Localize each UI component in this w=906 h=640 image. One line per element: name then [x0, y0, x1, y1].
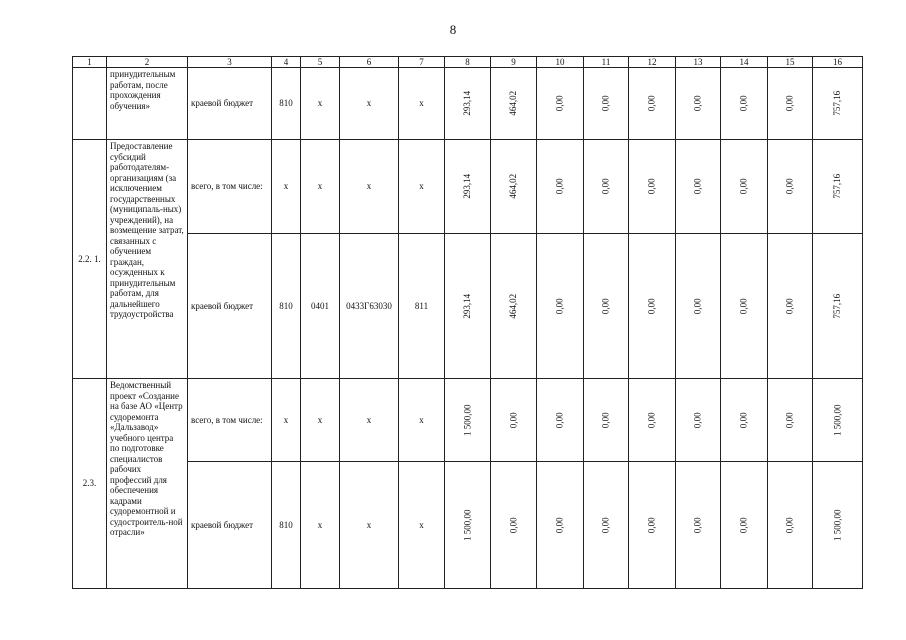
value-text: 0,00	[784, 95, 795, 112]
header-cell: 16	[813, 57, 863, 68]
value-text: 0,00	[738, 517, 749, 533]
header-cell: 8	[445, 57, 491, 68]
value-text: 0,00	[600, 298, 611, 314]
table-row	[73, 140, 863, 234]
header-cell: 12	[629, 57, 676, 68]
row-number-cell: 2.2. 1.	[73, 140, 107, 379]
value-cell	[676, 68, 721, 140]
header-row	[73, 57, 863, 68]
value-text: 0,00	[646, 517, 657, 533]
header-cell: 15	[768, 57, 813, 68]
value-cell	[629, 140, 676, 234]
value-text: 0,00	[692, 517, 703, 533]
budget-table	[72, 56, 863, 589]
value-text: 464,02	[508, 174, 519, 199]
header-cell: 10	[537, 57, 584, 68]
value-text: 1 500,00	[832, 404, 843, 436]
value-text: 0,00	[738, 298, 749, 314]
value-cell	[721, 68, 768, 140]
value-cell	[629, 379, 676, 462]
header-cell: 5	[301, 57, 340, 68]
value-text: 1 500,00	[462, 404, 473, 436]
code-cell: x	[340, 140, 399, 234]
value-cell	[768, 379, 813, 462]
table-row	[73, 462, 863, 589]
value-cell	[721, 379, 768, 462]
value-cell	[491, 140, 537, 234]
value-text: 0,00	[554, 517, 565, 533]
value-cell	[445, 462, 491, 589]
code-cell: x	[399, 68, 445, 140]
value-text: 0,00	[784, 412, 795, 428]
table-row	[73, 68, 863, 140]
code-cell: x	[340, 379, 399, 462]
value-text: 757,16	[832, 293, 843, 319]
value-cell	[537, 140, 584, 234]
header-cell: 11	[584, 57, 629, 68]
value-cell	[491, 379, 537, 462]
value-text: 0,00	[738, 412, 749, 428]
code-cell: 810	[272, 234, 301, 379]
code-cell: x	[301, 379, 340, 462]
code-cell: x	[301, 140, 340, 234]
value-cell	[629, 234, 676, 379]
value-text: 464,02	[508, 293, 519, 319]
value-cell	[584, 68, 629, 140]
header-cell: 9	[491, 57, 537, 68]
value-cell	[676, 462, 721, 589]
value-cell	[491, 68, 537, 140]
value-text: 0,00	[554, 95, 565, 112]
value-cell	[445, 140, 491, 234]
value-cell	[491, 462, 537, 589]
value-cell	[813, 462, 863, 589]
value-cell	[721, 234, 768, 379]
value-text: 0,00	[600, 95, 611, 112]
source-cell: краевой бюджет	[188, 234, 272, 379]
header-cell: 1	[73, 57, 107, 68]
value-cell	[813, 140, 863, 234]
value-text: 0,00	[554, 178, 565, 195]
value-text: 0,00	[554, 412, 565, 428]
value-cell	[537, 379, 584, 462]
source-cell: краевой бюджет	[188, 462, 272, 589]
description-cell: Ведомственный проект «Создание на базе АО «Центр судоремонта «Дальзавод» учебного центра по подготовке специалистов рабочих профессий для обеспечения кадрами судоремонтной и судостроитель-ной отрасли»	[107, 379, 188, 589]
code-cell: 811	[399, 234, 445, 379]
value-cell	[584, 462, 629, 589]
value-cell	[584, 379, 629, 462]
value-cell	[445, 379, 491, 462]
value-cell	[491, 234, 537, 379]
row-number-cell: 2.3.	[73, 379, 107, 589]
value-text: 0,00	[646, 298, 657, 314]
value-text: 0,00	[738, 95, 749, 112]
value-cell	[629, 462, 676, 589]
value-text: 293,14	[462, 174, 473, 199]
value-cell	[768, 234, 813, 379]
value-cell	[537, 462, 584, 589]
value-cell	[629, 68, 676, 140]
value-text: 464,02	[508, 91, 519, 116]
value-text: 0,00	[784, 298, 795, 314]
header-cell: 4	[272, 57, 301, 68]
value-cell	[445, 68, 491, 140]
value-text: 757,16	[832, 174, 843, 199]
value-cell	[813, 379, 863, 462]
value-cell	[721, 140, 768, 234]
value-text: 0,00	[646, 412, 657, 428]
value-text: 293,14	[462, 91, 473, 116]
value-text: 0,00	[738, 178, 749, 195]
code-cell: 0401	[301, 234, 340, 379]
code-cell: x	[301, 68, 340, 140]
value-cell	[584, 140, 629, 234]
header-cell: 6	[340, 57, 399, 68]
value-text: 0,00	[554, 298, 565, 314]
value-text: 0,00	[508, 412, 519, 428]
code-cell: 810	[272, 68, 301, 140]
description-cell: принудительным работам, после прохождения обучения»	[107, 68, 188, 140]
value-text: 0,00	[784, 178, 795, 195]
header-cell: 13	[676, 57, 721, 68]
description-cell: Предоставление субсидий работодателям-организациям (за исключением государственных (муниципаль-ных) учреждений), на возмещение затрат, связанных с обучением граждан, осужденных к принудительным работам, для дальнейшего трудоустройства	[107, 140, 188, 379]
source-cell: краевой бюджет	[188, 68, 272, 140]
value-cell	[768, 462, 813, 589]
value-text: 1 500,00	[832, 509, 843, 541]
value-cell	[676, 140, 721, 234]
code-cell: x	[301, 462, 340, 589]
value-cell	[676, 234, 721, 379]
row-number-cell	[73, 68, 107, 140]
code-cell: x	[272, 379, 301, 462]
code-cell: x	[272, 140, 301, 234]
value-text: 0,00	[600, 412, 611, 428]
value-text: 0,00	[692, 178, 703, 195]
value-cell	[537, 234, 584, 379]
header-cell: 2	[107, 57, 188, 68]
header-cell: 7	[399, 57, 445, 68]
value-text: 757,16	[832, 91, 843, 116]
value-text: 0,00	[600, 178, 611, 195]
source-cell: всего, в том числе:	[188, 140, 272, 234]
value-cell	[721, 462, 768, 589]
code-cell: x	[399, 462, 445, 589]
value-text: 1 500,00	[462, 509, 473, 541]
code-cell: 0433Г63030	[340, 234, 399, 379]
value-text: 0,00	[646, 95, 657, 112]
code-cell: x	[340, 68, 399, 140]
value-cell	[537, 68, 584, 140]
value-text: 293,14	[462, 293, 473, 319]
value-cell	[768, 68, 813, 140]
code-cell: 810	[272, 462, 301, 589]
source-cell: всего, в том числе:	[188, 379, 272, 462]
table-row	[73, 234, 863, 379]
value-text: 0,00	[692, 95, 703, 112]
value-text: 0,00	[646, 178, 657, 195]
code-cell: x	[399, 379, 445, 462]
value-cell	[584, 234, 629, 379]
code-cell: x	[340, 462, 399, 589]
value-text: 0,00	[692, 298, 703, 314]
value-cell	[445, 234, 491, 379]
value-text: 0,00	[600, 517, 611, 533]
value-text: 0,00	[508, 517, 519, 533]
value-cell	[768, 140, 813, 234]
value-cell	[813, 68, 863, 140]
value-cell	[676, 379, 721, 462]
value-text: 0,00	[784, 517, 795, 533]
table-row	[73, 379, 863, 462]
header-cell: 14	[721, 57, 768, 68]
code-cell: x	[399, 140, 445, 234]
page-number: 8	[449, 22, 457, 37]
value-text: 0,00	[692, 412, 703, 428]
header-cell: 3	[188, 57, 272, 68]
value-cell	[813, 234, 863, 379]
